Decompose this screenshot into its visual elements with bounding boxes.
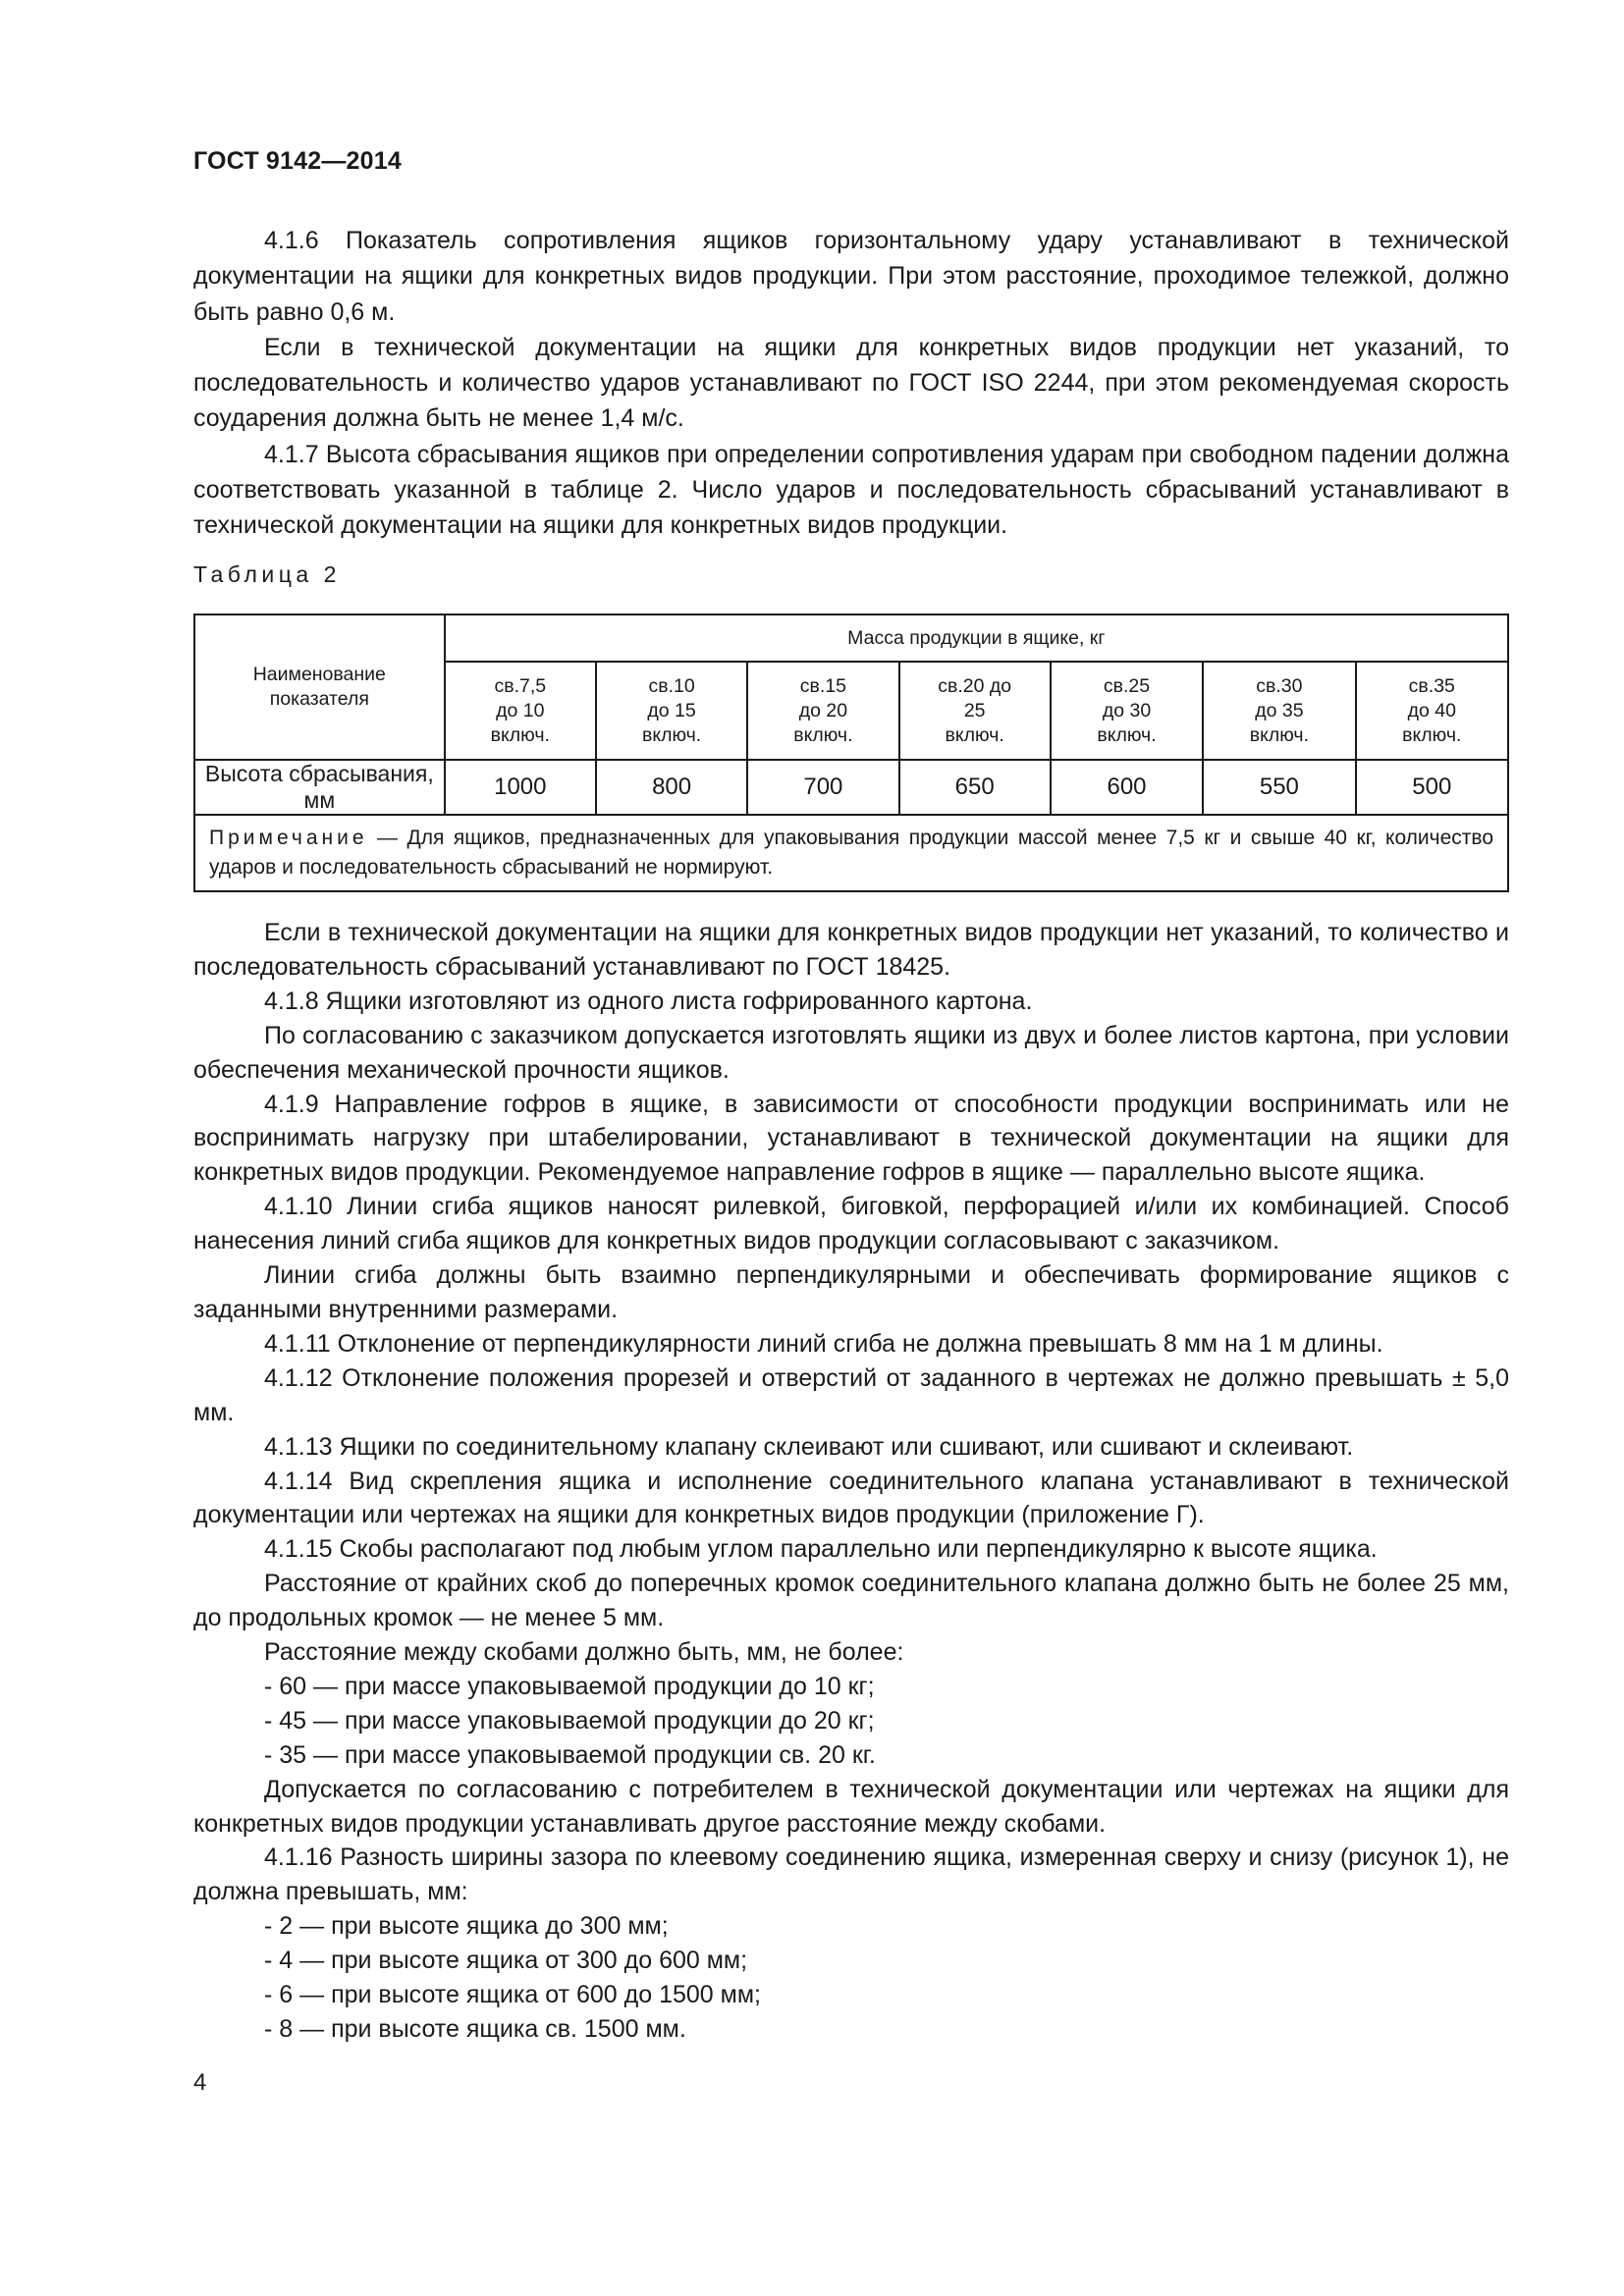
mass-column-header [747, 662, 898, 760]
header-line: св.10 [648, 674, 695, 697]
list-item: - 2 — при высоте ящика до 300 мм; [264, 1912, 669, 1941]
header-line: включ. [1402, 723, 1462, 746]
list-item: - 6 — при высоте ящика от 600 до 1500 мм; [264, 1981, 761, 2009]
paragraph: Линии сгиба должны быть взаимно перпендикулярными и обеспечивать формирование ящиков с заданными внутренними размерами. [193, 1261, 1509, 1323]
header-line: до 10 [496, 699, 545, 721]
header-line: включ. [1097, 723, 1157, 746]
header-line: св.20 до [938, 674, 1012, 697]
text-block-top [193, 223, 1509, 544]
paragraph: 4.1.13 Ящики по соединительному клапану склеивают или сшивают, или сшивают и склеивают. [264, 1432, 1354, 1461]
header-line: до 30 [1102, 699, 1152, 721]
paragraph: Если в технической документации на ящики для конкретных видов продукции нет указаний, то последовательность и количество ударов устанавливают по ГОСТ ISO 2244, при этом рекомендуемая скорость соударения должна быть не менее 1,4 м/с. [193, 333, 1509, 433]
mass-column-header [1356, 662, 1508, 760]
mass-column-header [1051, 662, 1203, 760]
row-label: Высота сбрасывания, мм [194, 760, 445, 815]
paragraph: 4.1.6 Показатель сопротивления ящиков горизонтальному удару устанавливают в технической документации на ящики для конкретных видов продукции. При этом расстояние, проходимое тележкой, должно быть равно 0,6 м. [193, 227, 1509, 326]
list-item: - 45 — при массе упаковываемой продукции до 20 кг; [264, 1706, 875, 1735]
header-line: включ. [945, 723, 1004, 746]
paragraph: 4.1.12 Отклонение положения прорезей и отверстий от заданного в чертежах не должно превышать ± 5,0 мм. [193, 1363, 1509, 1426]
table-cell: 650 [899, 760, 1051, 815]
mass-column-header [1203, 662, 1355, 760]
column-header-name [194, 614, 445, 760]
paragraph: 4.1.7 Высота сбрасывания ящиков при определении сопротивления ударам при свободном падении должна соответствовать указанной в таблице 2. Число ударов и последовательность сбрасываний устанавливают в технической документации на ящики для конкретных видов продукции. [193, 440, 1509, 540]
header-line: включ. [641, 723, 702, 746]
table-cell: 800 [596, 760, 747, 815]
table-note [194, 815, 1508, 891]
paragraph: По согласованию с заказчиком допускается изготовлять ящики из двух и более листов картона, при условии обеспечения механической прочности ящиков. [193, 1021, 1509, 1084]
paragraph: Допускается по согласованию с потребителем в технической документации или чертежах на ящики для конкретных видов продукции устанавливать другое расстояние между скобами. [193, 1775, 1509, 1838]
paragraph: 4.1.8 Ящики изготовляют из одного листа гофрированного картона. [264, 987, 1033, 1015]
header-line: св.35 [1408, 674, 1455, 697]
paragraph: 4.1.15 Скобы располагают под любым углом параллельно или перпендикулярно к высоте ящика. [264, 1535, 1378, 1564]
data-table [193, 614, 1509, 892]
header-line: включ. [490, 723, 550, 746]
header-line: св.7,5 [494, 674, 547, 697]
header-line: включ. [1249, 723, 1310, 746]
list-item: - 4 — при высоте ящика от 300 до 600 мм; [264, 1947, 748, 1975]
text-block-bottom [193, 916, 1509, 2047]
paragraph: Если в технической документации на ящики для конкретных видов продукции нет указаний, то количество и последовательность сбрасываний устанавливают по ГОСТ 18425. [193, 919, 1509, 981]
table-cell: 500 [1356, 760, 1508, 815]
page-number: 4 [193, 2069, 207, 2096]
header-line: до 40 [1407, 699, 1456, 721]
table-cell: 550 [1203, 760, 1355, 815]
paragraph: 4.1.14 Вид скрепления ящика и исполнение соединительного клапана устанавливают в технической документации или чертежах на ящики для конкретных видов продукции (приложение Г). [193, 1467, 1509, 1529]
note-text: — Для ящиков, предназначенных для упаковывания продукции массой менее 7,5 кг и свыше 40 кг, количество ударов и последовательность сбрасываний не нормируют. [209, 827, 1493, 879]
paragraph: 4.1.10 Линии сгиба ящиков наносят рилевкой, биговкой, перфорацией и/или их комбинацией. Способ нанесения линий сгиба ящиков для конкретных видов продукции согласовывают с заказчиком. [193, 1193, 1509, 1255]
table-cell: 1000 [445, 760, 596, 815]
paragraph: Расстояние между скобами должно быть, мм, не более: [264, 1638, 904, 1667]
paragraph: 4.1.16 Разность ширины зазора по клеевому соединению ящика, измеренная сверху и снизу (рисунок 1), не должна превышать, мм: [193, 1843, 1509, 1906]
paragraph: 4.1.9 Направление гофров в ящике, в зависимости от способности продукции воспринимать или не воспринимать нагрузку при штабелировании, устанавливают в технической документации на ящики для конкретных видов продукции. Рекомендуемое направление гофров в ящике — параллельно высоте ящика. [193, 1090, 1509, 1187]
table-caption: Таблица 2 [193, 561, 341, 587]
header-line: до 20 [798, 699, 848, 721]
paragraph: 4.1.11 Отклонение от перпендикулярности линий сгиба не должна превышать 8 мм на 1 м длины. [264, 1329, 1383, 1358]
mass-column-header [899, 662, 1051, 760]
document-header: ГОСТ 9142—2014 [193, 147, 402, 175]
table-cell: 600 [1051, 760, 1203, 815]
list-item: - 35 — при массе упаковываемой продукции св. 20 кг. [264, 1740, 876, 1769]
note-label: Примечание [209, 827, 368, 849]
header-line: св.15 [799, 674, 846, 697]
list-item: - 60 — при массе упаковываемой продукции до 10 кг; [264, 1672, 875, 1700]
table-cell: 700 [747, 760, 898, 815]
header-line: до 15 [647, 699, 696, 721]
header-line: св.25 [1103, 674, 1151, 697]
paragraph: Расстояние от крайних скоб до поперечных кромок соединительного клапана должно быть не более 25 мм, до продольных кромок — не менее 5 мм. [193, 1570, 1509, 1632]
header-line: 25 [963, 699, 986, 721]
list-item: - 8 — при высоте ящика св. 1500 мм. [264, 2015, 686, 2043]
header-line: включ. [793, 723, 853, 746]
mass-column-header [445, 662, 596, 760]
header-line: св.30 [1256, 674, 1303, 697]
mass-column-header [596, 662, 747, 760]
group-header: Масса продукции в ящике, кг [445, 614, 1508, 662]
column-header-name-text: Наименование показателя [252, 664, 386, 710]
header-line: до 35 [1255, 699, 1304, 721]
